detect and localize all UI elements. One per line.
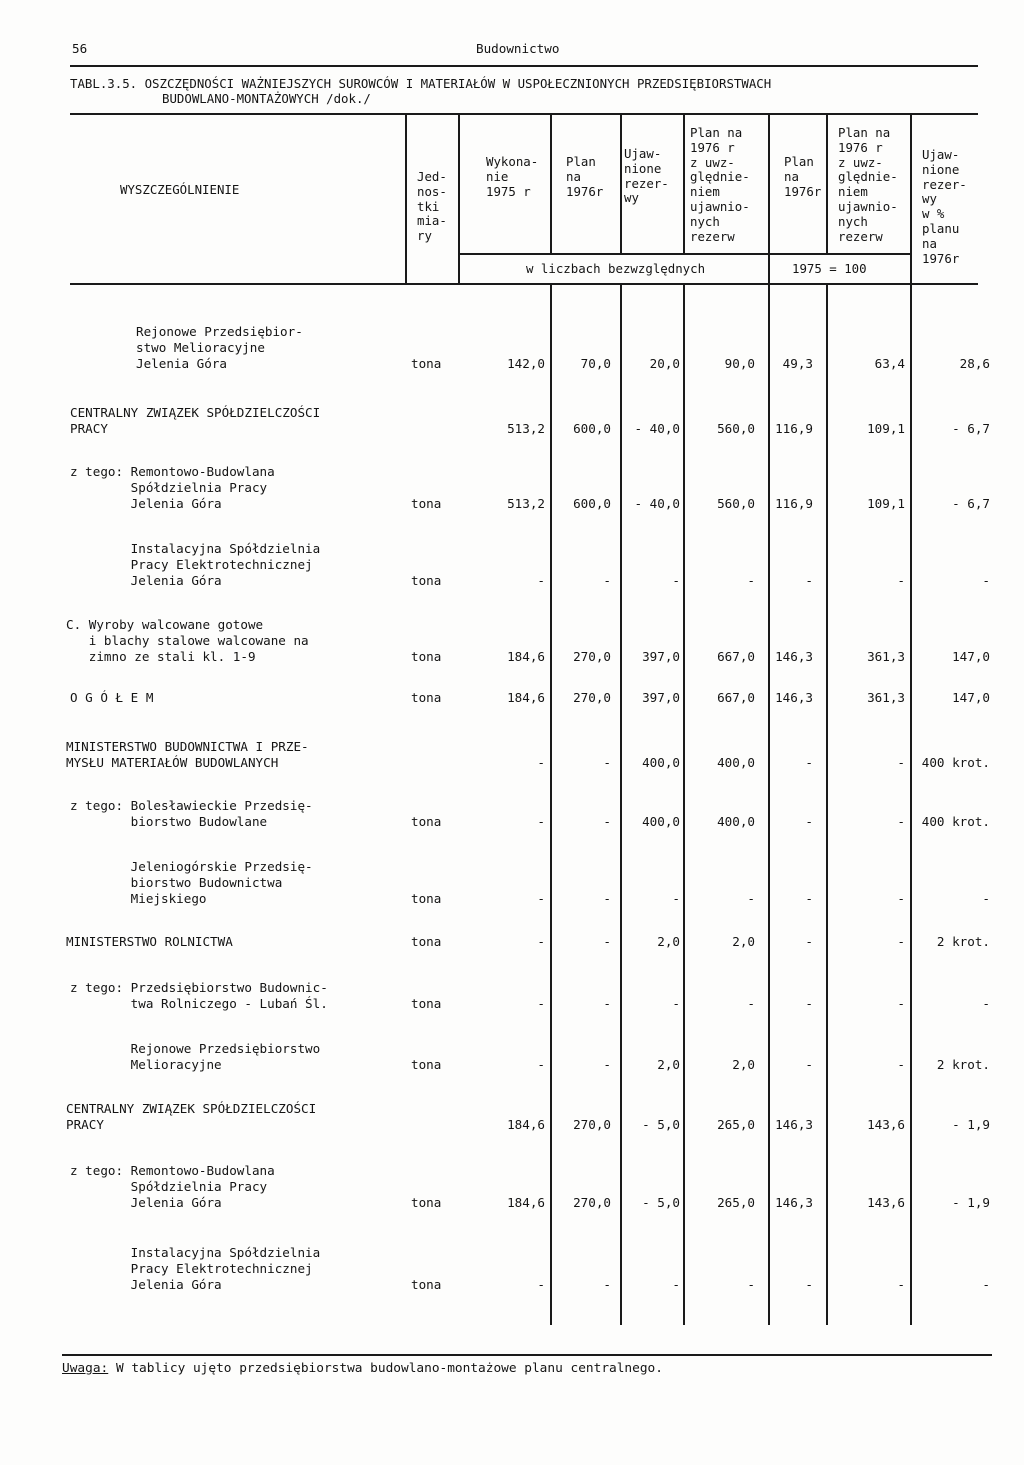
row-value: 2 krot. [936,1057,990,1072]
body-divider [910,284,912,1325]
row-value: 146,3 [775,690,813,705]
row-value: 361,3 [867,690,905,705]
row-value: - [747,573,755,588]
row-value: 270,0 [573,1195,611,1210]
row-value: 143,6 [867,1117,905,1132]
body-divider [826,284,828,1325]
row-label: z tego: Bolesławieckie Przedsię- biorstwo Budowlane [70,798,313,829]
row-value: 184,6 [507,690,545,705]
row-unit: tona [411,1057,442,1072]
row-value: 400,0 [717,755,755,770]
row-label: Instalacyjna Spółdzielnia Pracy Elektrotechnicznej Jelenia Góra [70,541,321,588]
row-value: - [537,1277,545,1292]
row-value: - [537,996,545,1011]
row-value: 400,0 [717,814,755,829]
row-value: - [672,1277,680,1292]
header-ujawnione: Ujaw- nione rezer- wy [624,146,669,206]
row-label: z tego: Remontowo-Budowlana Spółdzielnia Pracy Jelenia Góra [70,464,275,511]
row-value: 600,0 [573,421,611,436]
row-value: - 40,0 [634,421,680,436]
header-span-index: 1975 = 100 [792,261,867,276]
header-divider [768,113,770,284]
row-label: MINISTERSTWO ROLNICTWA [66,934,233,949]
row-value: - [897,1277,905,1292]
row-value: 600,0 [573,496,611,511]
row-value: - [897,996,905,1011]
footnote [62,1361,663,1377]
row-label: z tego: Remontowo-Budowlana Spółdzielnia Pracy Jelenia Góra [70,1163,275,1210]
row-value: - [603,1057,611,1072]
header-bottom-rule [70,283,978,285]
row-value: 667,0 [717,690,755,705]
row-value: 2 krot. [936,934,990,949]
row-value: 49,3 [782,356,813,371]
row-unit: tona [411,356,442,371]
row-unit: tona [411,649,442,664]
row-value: - [805,755,813,770]
row-value: - 1,9 [952,1117,990,1132]
header-divider [550,113,552,253]
row-value: - [603,573,611,588]
row-unit: tona [411,934,442,949]
table-title-line2: BUDOWLANO-MONTAŻOWYCH /dok./ [162,91,371,106]
row-unit: tona [411,496,442,511]
row-label: C. Wyroby walcowane gotowe i blachy stalowe walcowane na zimno ze stali kl. 1-9 [66,617,309,664]
top-rule [70,65,978,67]
row-label: O G Ó Ł E M [70,690,154,705]
header-divider [683,113,685,253]
row-value: 2,0 [732,934,755,949]
header-span-absolute: w liczbach bezwzględnych [526,261,706,276]
row-value: 397,0 [642,649,680,664]
row-label: z tego: Przedsiębiorstwo Budownic- twa Rolniczego - Lubań Śl. [70,980,328,1011]
row-unit: tona [411,1195,442,1210]
row-value: 2,0 [657,934,680,949]
row-value: - 1,9 [952,1195,990,1210]
row-value: 28,6 [959,356,990,371]
row-value: - [747,1277,755,1292]
row-value: - [982,891,990,906]
row-value: - [897,755,905,770]
row-label: CENTRALNY ZWIĄZEK SPÓŁDZIELCZOŚCI PRACY [66,1101,317,1132]
row-value: 400,0 [642,814,680,829]
row-value: 265,0 [717,1195,755,1210]
row-value: 361,3 [867,649,905,664]
row-unit: tona [411,573,442,588]
row-value: 270,0 [573,1117,611,1132]
row-value: - [747,996,755,1011]
header-ujawnione-procent: Ujaw- nione rezer- wy w % planu na 1976r [922,147,967,266]
row-value: 270,0 [573,690,611,705]
row-value: 146,3 [775,1117,813,1132]
body-divider [768,284,770,1325]
header-top-rule [70,113,978,115]
row-value: - [747,891,755,906]
row-label: Rejonowe Przedsiębiorstwo Melioracyjne [70,1041,321,1072]
row-label: Rejonowe Przedsiębior- stwo Melioracyjne Jelenia Góra [136,324,303,371]
row-value: - [672,573,680,588]
row-value: 560,0 [717,496,755,511]
header-divider [405,113,407,284]
row-value: - [982,573,990,588]
row-value: - [603,814,611,829]
row-value: - [982,1277,990,1292]
row-value: - [805,934,813,949]
header-span-rule [458,253,910,255]
header-plan-1976-index: Plan na 1976r [784,154,822,199]
header-divider [458,113,460,284]
row-value: 109,1 [867,496,905,511]
row-value: - [897,1057,905,1072]
row-value: - 5,0 [642,1195,680,1210]
row-value: - [897,891,905,906]
body-divider [683,284,685,1325]
row-value: 265,0 [717,1117,755,1132]
page-number: 56 [72,41,88,56]
header-divider [620,113,622,253]
row-value: 146,3 [775,1195,813,1210]
row-value: 2,0 [732,1057,755,1072]
row-value: 147,0 [952,649,990,664]
row-value: - [537,1057,545,1072]
body-divider [550,284,552,1325]
header-wykonanie: Wykona- nie 1975 r [486,154,539,199]
row-value: - [805,891,813,906]
row-value: - [897,573,905,588]
row-value: - 40,0 [634,496,680,511]
row-value: 184,6 [507,649,545,664]
row-value: 109,1 [867,421,905,436]
row-value: 63,4 [874,356,905,371]
header-plan-uwzgl: Plan na 1976 r z uwz- ględnie- niem ujawnio- nych rezerw [690,125,750,244]
header-unit: Jed- nos- tki mia- ry [417,169,447,244]
row-label: CENTRALNY ZWIĄZEK SPÓŁDZIELCZOŚCI PRACY [70,405,321,436]
row-value: - 6,7 [952,496,990,511]
row-value: - [672,891,680,906]
row-value: 400,0 [642,755,680,770]
row-value: 400 krot. [921,814,990,829]
row-value: - [603,1277,611,1292]
bottom-rule [62,1354,992,1356]
row-value: - [672,996,680,1011]
row-value: 397,0 [642,690,680,705]
row-value: 400 krot. [921,755,990,770]
row-value: 184,6 [507,1117,545,1132]
row-value: - [805,814,813,829]
row-value: - [897,814,905,829]
row-value: 513,2 [507,496,545,511]
footnote-label: Uwaga: [62,1361,109,1376]
row-label: MINISTERSTWO BUDOWNICTWA I PRZE- MYSŁU MATERIAŁÓW BUDOWLANYCH [66,739,309,770]
row-value: - [537,934,545,949]
row-value: 667,0 [717,649,755,664]
row-value: 116,9 [775,496,813,511]
row-value: - [805,1057,813,1072]
row-value: - 6,7 [952,421,990,436]
header-divider [826,113,828,253]
row-value: 70,0 [580,356,611,371]
header-divider [910,113,912,284]
row-unit: tona [411,814,442,829]
row-value: - [603,934,611,949]
row-value: - [537,755,545,770]
row-value: 560,0 [717,421,755,436]
row-value: - [982,996,990,1011]
row-value: - [537,814,545,829]
row-value: 2,0 [657,1057,680,1072]
row-value: - [603,996,611,1011]
row-value: - [805,996,813,1011]
row-value: - [897,934,905,949]
running-head: Budownictwo [476,41,560,56]
body-divider [620,284,622,1325]
row-value: 513,2 [507,421,545,436]
header-plan-1976: Plan na 1976r [566,154,604,199]
row-value: - [805,1277,813,1292]
row-value: 146,3 [775,649,813,664]
row-value: 147,0 [952,690,990,705]
row-value: - [537,891,545,906]
row-value: - [603,891,611,906]
row-unit: tona [411,891,442,906]
row-label: Jeleniogórskie Przedsię- biorstwo Budownictwa Miejskiego [70,859,313,906]
row-value: 20,0 [649,356,680,371]
row-unit: tona [411,996,442,1011]
row-value: - [603,755,611,770]
table-title-line1: TABL.3.5. OSZCZĘDNOŚCI WAŻNIEJSZYCH SUROWCÓW I MATERIAŁÓW W USPOŁECZNIONYCH PRZEDSIĘBIORSTWACH [70,76,772,91]
row-value: - 5,0 [642,1117,680,1132]
row-value: 270,0 [573,649,611,664]
row-label: Instalacyjna Spółdzielnia Pracy Elektrotechnicznej Jelenia Góra [70,1245,321,1292]
footnote-text: W tablicy ujęto przedsiębiorstwa budowlano-montażowe planu centralnego. [108,1361,663,1376]
row-value: 142,0 [507,356,545,371]
header-plan-uwzgl-index: Plan na 1976 r z uwz- ględnie- niem ujawnio- nych rezerw [838,125,898,244]
row-unit: tona [411,1277,442,1292]
row-value: - [537,573,545,588]
row-unit: tona [411,690,442,705]
row-value: 184,6 [507,1195,545,1210]
header-wyszczegolnienie: WYSZCZEGÓLNIENIE [120,182,240,197]
row-value: 143,6 [867,1195,905,1210]
row-value: - [805,573,813,588]
row-value: 116,9 [775,421,813,436]
row-value: 90,0 [724,356,755,371]
